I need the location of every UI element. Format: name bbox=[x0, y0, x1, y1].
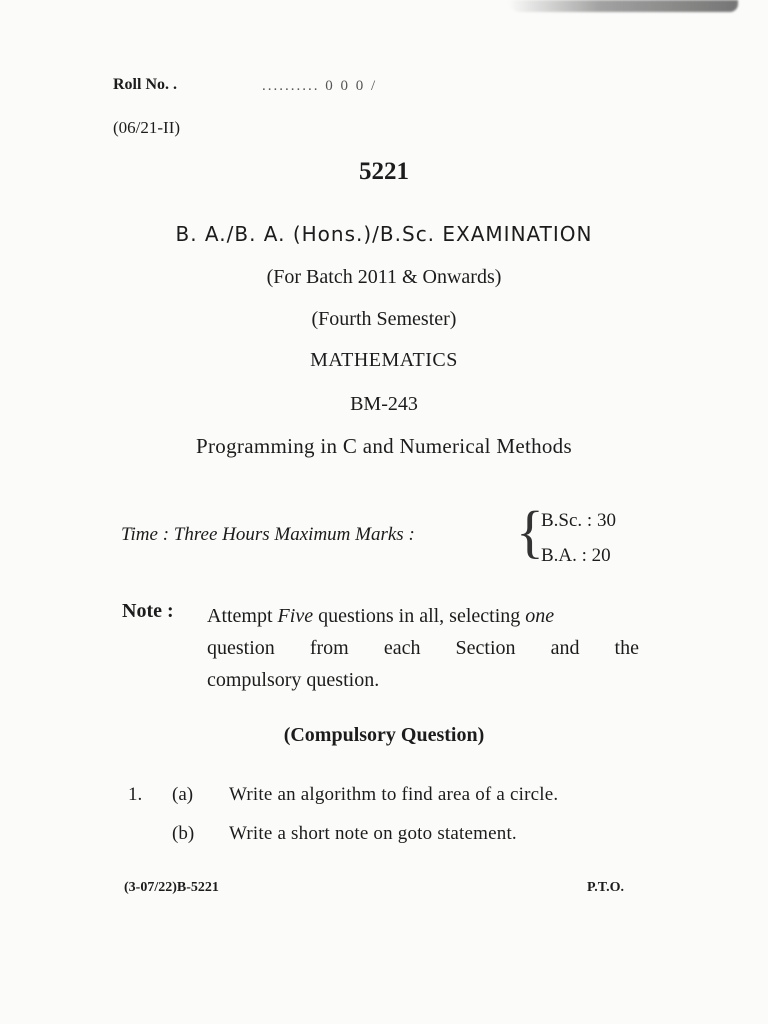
marks-bsc: B.Sc. : 30 bbox=[541, 510, 616, 531]
roll-number-label: Roll No. . bbox=[113, 76, 177, 93]
question-part-label: (a) bbox=[172, 784, 194, 805]
note-line3: compulsory question. bbox=[207, 669, 380, 691]
question-part-label: (b) bbox=[172, 823, 195, 844]
question-part-text: Write an algorithm to find area of a circle. bbox=[229, 784, 559, 805]
note-label: Note : bbox=[122, 600, 174, 622]
course-code: BM-243 bbox=[350, 393, 418, 415]
batch-info: (For Batch 2011 & Onwards) bbox=[266, 266, 502, 288]
note-text bbox=[207, 600, 639, 696]
marks-ba: B.A. : 20 bbox=[541, 545, 611, 566]
section-heading: (Compulsory Question) bbox=[283, 724, 485, 746]
paper-title: Programming in C and Numerical Methods bbox=[196, 434, 572, 458]
footer-pto: P.T.O. bbox=[587, 880, 624, 895]
question-number: 1. bbox=[128, 784, 143, 805]
roll-number-value: .......... 0 0 0 / bbox=[262, 78, 378, 94]
subject-name: MATHEMATICS bbox=[310, 349, 458, 371]
time-and-marks: Time : Three Hours Maximum Marks : bbox=[121, 524, 415, 545]
exam-title: B. A./B. A. (Hons.)/B.Sc. EXAMINATION bbox=[175, 222, 593, 246]
question-part-text: Write a short note on goto statement. bbox=[229, 823, 517, 844]
exam-code: (06/21-II) bbox=[113, 118, 181, 137]
note-line2: question from each Section and the bbox=[207, 637, 639, 659]
note-line1: Attempt Five questions in all, selecting one bbox=[207, 605, 555, 627]
footer-code: (3-07/22)B-5221 bbox=[124, 880, 219, 895]
paper-number: 5221 bbox=[359, 158, 409, 185]
semester-info: (Fourth Semester) bbox=[311, 308, 457, 330]
scan-smudge bbox=[508, 0, 738, 12]
marks-brace: { bbox=[516, 499, 544, 564]
